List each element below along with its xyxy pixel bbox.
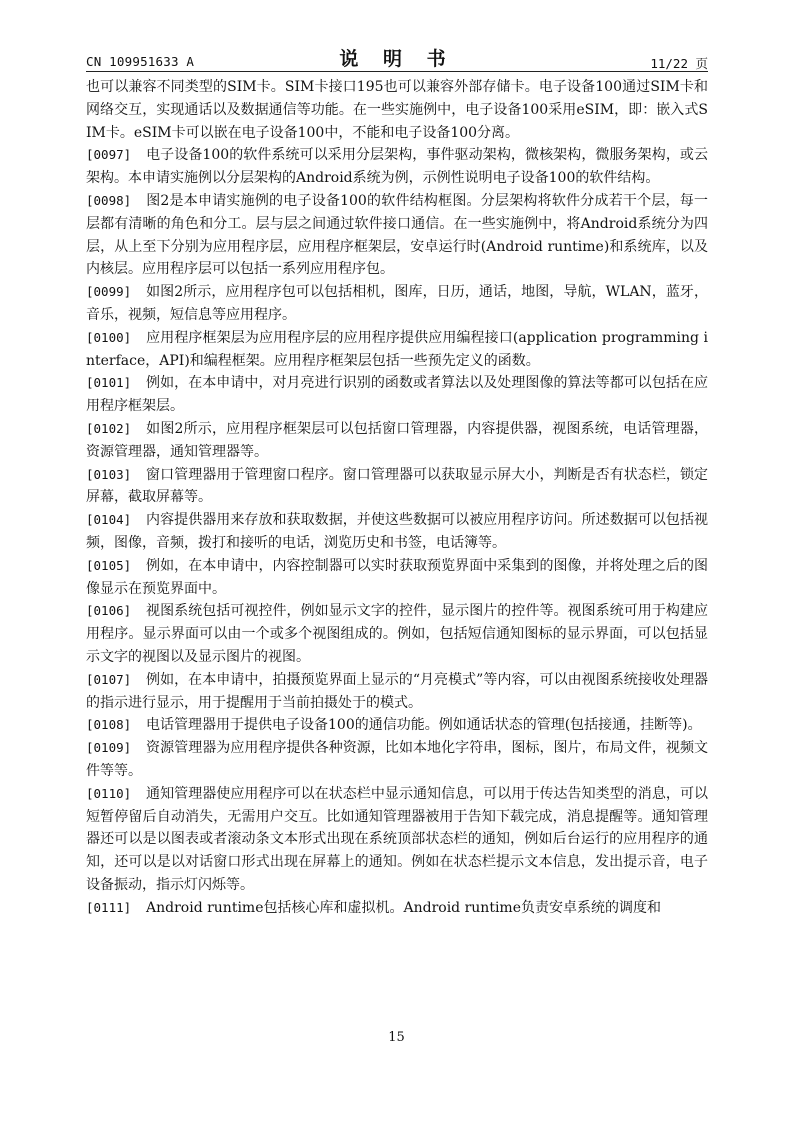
page-indicator: 11/22 页 — [650, 56, 708, 71]
document-body — [86, 76, 708, 919]
paragraph-text: 窗口管理器用于管理窗口程序。窗口管理器可以获取显示屏大小，判断是否有状态栏，锁定屏幕，截取屏幕等。 — [86, 466, 708, 506]
paragraph-text: 例如，在本申请中，内容控制器可以实时获取预览界面中采集到的图像，并将处理之后的图像显示在预览界面中。 — [86, 557, 708, 597]
paragraph-number: [0107] — [86, 671, 132, 687]
paragraph — [86, 509, 708, 555]
paragraph — [86, 600, 708, 668]
paragraph-text: 也可以兼容不同类型的SIM卡。SIM卡接口195也可以兼容外部存储卡。电子设备100通过SIM卡和网络交互，实现通话以及数据通信等功能。在一些实施例中，电子设备100采用eSIM，即：嵌入式SIM卡。eSIM卡可以嵌在电子设备100中，不能和电子设备100分离。 — [86, 79, 708, 141]
paragraph — [86, 737, 708, 783]
paragraph-text: Android runtime包括核心库和虚拟机。Android runtime负责安卓系统的调度和 — [146, 899, 661, 916]
paragraph — [86, 783, 708, 897]
paragraph-number: [0108] — [86, 717, 132, 733]
paragraph-text: 如图2所示，应用程序包可以包括相机，图库，日历，通话，地图，导航，WLAN，蓝牙，音乐，视频，短信息等应用程序。 — [86, 284, 708, 323]
paragraph-number: [0106] — [86, 603, 132, 619]
paragraph — [86, 714, 708, 737]
patent-number: CN 109951633 A — [86, 54, 195, 69]
paragraph-text: 电子设备100的软件系统可以采用分层架构，事件驱动架构，微核架构，微服务架构，或云架构。本申请实施例以分层架构的Android系统为例，示例性说明电子设备100的软件结构。 — [86, 147, 708, 187]
paragraph-number: [0111] — [86, 899, 132, 915]
paragraph-number: [0098] — [86, 192, 132, 208]
paragraph — [86, 327, 708, 373]
paragraph-text: 如图2所示，应用程序框架层可以包括窗口管理器，内容提供器，视图系统，电话管理器，资源管理器，通知管理器等。 — [86, 420, 708, 460]
paragraph-number: [0103] — [86, 466, 132, 482]
paragraph — [86, 418, 708, 464]
paragraph-text: 视图系统包括可视控件，例如显示文字的控件，显示图片的控件等。视图系统可用于构建应用程序。显示界面可以由一个或多个视图组成的。例如，包括短信通知图标的显示界面，可以包括显示文字的视图以及显示图片的视图。 — [86, 603, 708, 665]
page-header — [86, 42, 708, 72]
paragraph — [86, 144, 708, 190]
paragraph — [86, 190, 708, 281]
page-number: 15 — [388, 1030, 405, 1045]
paragraph-number: [0100] — [86, 329, 132, 345]
paragraph-text: 资源管理器为应用程序提供各种资源，比如本地化字符串，图标，图片，布局文件，视频文件等等。 — [86, 740, 708, 779]
paragraph-number: [0105] — [86, 557, 132, 573]
paragraph-number: [0109] — [86, 740, 132, 756]
paragraph — [86, 372, 708, 418]
paragraph-number: [0099] — [86, 284, 132, 300]
paragraph-number: [0102] — [86, 420, 132, 436]
paragraph-text: 电话管理器用于提供电子设备100的通信功能。例如通话状态的管理(包括接通，挂断等)。 — [146, 717, 702, 734]
paragraph-text: 通知管理器使应用程序可以在状态栏中显示通知信息，可以用于传达告知类型的消息，可以短暂停留后自动消失，无需用户交互。比如通知管理器被用于告知下载完成，消息提醒等。通知管理器还可以是以图表或者滚动条文本形式出现在系统顶部状态栏的通知，例如后台运行的应用程序的通知，还可以是以对话窗口形式出现在屏幕上的通知。例如在状态栏提示文本信息，发出提示音，电子设备振动，指示灯闪烁等。 — [86, 785, 708, 893]
paragraph — [86, 76, 708, 144]
paragraph — [86, 669, 708, 715]
paragraph-number: [0101] — [86, 375, 132, 391]
header-rule — [86, 71, 708, 72]
paragraph-text: 例如，在本申请中，拍摄预览界面上显示的“月亮模式”等内容，可以由视图系统接收处理器的指示进行显示，用于提醒用于当前拍摄处于的模式。 — [86, 671, 708, 711]
paragraph-text: 例如，在本申请中，对月亮进行识别的函数或者算法以及处理图像的算法等都可以包括在应用程序框架层。 — [86, 375, 708, 415]
paragraph-text: 内容提供器用来存放和获取数据，并使这些数据可以被应用程序访问。所述数据可以包括视频，图像，音频，拨打和接听的电话，浏览历史和书签，电话簿等。 — [86, 512, 708, 551]
paragraph-number: [0110] — [86, 785, 132, 801]
paragraph — [86, 555, 708, 601]
paragraph-text: 应用程序框架层为应用程序层的应用程序提供应用编程接口(application programming interface，API)和编程框架。应用程序框架层包括一些预先定义的函数。 — [86, 329, 708, 369]
paragraph-number: [0104] — [86, 512, 132, 528]
paragraph-text: 图2是本申请实施例的电子设备100的软件结构框图。分层架构将软件分成若干个层，每一层都有清晰的角色和分工。层与层之间通过软件接口通信。在一些实施例中，将Android系统分为四层，从上至下分别为应用程序层，应用程序框架层，安卓运行时(Android runtime)和系统库，以及内核层。应用程序层可以包括一系列应用程序包。 — [86, 192, 708, 278]
paragraph — [86, 897, 708, 920]
paragraph — [86, 464, 708, 510]
paragraph — [86, 281, 708, 327]
document-title: 说 明 书 — [339, 48, 455, 70]
paragraph-number: [0097] — [86, 147, 132, 163]
